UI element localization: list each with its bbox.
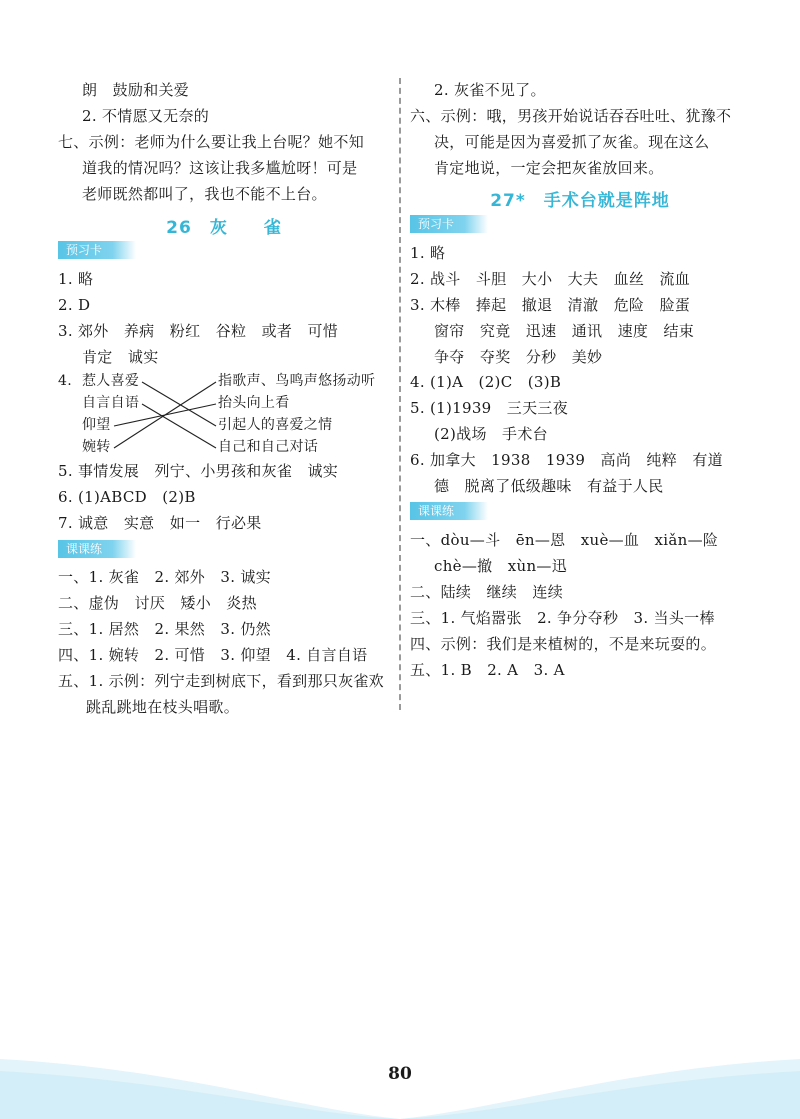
matching-exercise [58,369,398,459]
text-line: 2. 战斗 斗胆 大小 大夫 血丝 流血 [410,270,691,288]
text-line: 5. (1)1939 三天三夜 [410,399,569,417]
match-line [114,382,216,448]
text-line: 肯定地说，一定会把灰雀放回来。 [434,159,664,177]
practice-tag: 课课练 [58,540,136,558]
text-line: 2. 灰雀不见了。 [434,81,546,99]
practice-tag: 课课练 [410,502,488,520]
text-line: 窗帘 究竟 迅速 通讯 速度 结束 [434,322,695,340]
preview-card-tag: 预习卡 [410,215,488,233]
match-right-term: 抬头向上看 [218,395,290,411]
page-number: 80 [388,1064,412,1084]
match-lines [58,369,398,469]
text-line: 争夺 夺奖 分秒 美妙 [434,348,603,366]
text-line: 老师既然都叫了，我也不能不上台。 [82,185,327,203]
text-line: 德 脱离了低级趣味 有益于人民 [434,477,664,495]
text-line: (2)战场 手术台 [434,425,548,443]
text-line: 6. 加拿大 1938 1939 高尚 纯粹 有道 [410,451,723,469]
text-line: 跳乱跳地在枝头唱歌。 [86,698,240,716]
match-left-term: 自言自语 [82,395,140,411]
match-right-term: 引起人的喜爱之情 [218,417,333,433]
text-line: 道我的情况吗？这该让我多尴尬呀！可是 [82,159,358,177]
text-line: chè—撤 xùn—迅 [434,557,568,575]
text-line: 3. 郊外 养病 粉红 谷粒 或者 可惜 [58,322,339,340]
text-line: 一、dòu—斗 ēn—恩 xuè—血 xiǎn—险 [410,531,719,549]
text-line: 肯定 诚实 [82,348,159,366]
text-line: 5. 事情发展 列宁、小男孩和灰雀 诚实 [58,462,339,480]
text-line: 七、示例：老师为什么要让我上台呢？她不知 [58,133,365,151]
text-line: 三、1. 居然 2. 果然 3. 仍然 [58,620,271,638]
text-line: 1. 略 [58,270,94,288]
column-divider [399,78,401,710]
text-line: 五、1. 示例：列宁走到树底下，看到那只灰雀欢 [58,672,384,690]
match-line [142,404,216,448]
match-left-term: 婉转 [82,439,111,455]
text-line: 六、示例：哦，男孩开始说话吞吞吐吐、犹豫不 [410,107,732,125]
text-line: 3. 木棒 捧起 撤退 清澈 危险 脸蛋 [410,296,691,314]
match-left-term: 惹人喜爱 [82,373,140,389]
text-line: 二、陆续 继续 连续 [410,583,564,601]
match-right-term: 自己和自己对话 [218,439,319,455]
match-number: 4. [58,373,72,389]
text-line: 2. D [58,296,91,314]
text-line: 一、1. 灰雀 2. 郊外 3. 诚实 [58,568,271,586]
match-left-term: 仰望 [82,417,111,433]
text-line: 决，可能是因为喜爱抓了灰雀。现在这么 [434,133,710,151]
text-line: 1. 略 [410,244,446,262]
text-line: 四、1. 婉转 2. 可惜 3. 仰望 4. 自言自语 [58,646,368,664]
text-line: 7. 诚意 实意 如一 行必果 [58,514,262,532]
lesson-title: 26 灰 雀 [166,218,282,238]
match-right-term: 指歌声、鸟鸣声悠扬动听 [218,373,376,389]
text-line: 三、1. 气焰嚣张 2. 争分夺秒 3. 当头一棒 [410,609,715,627]
lesson-title: 27* 手术台就是阵地 [490,191,670,211]
text-line: 二、虚伪 讨厌 矮小 炎热 [58,594,257,612]
text-line: 4. (1)A (2)C (3)B [410,373,562,391]
text-line: 朗 鼓励和关爱 [82,81,190,99]
text-line: 四、示例：我们是来植树的，不是来玩耍的。 [410,635,717,653]
text-line: 2. 不情愿又无奈的 [82,107,210,125]
preview-card-tag: 预习卡 [58,241,136,259]
text-line: 6. (1)ABCD (2)B [58,488,196,506]
text-line: 五、1. B 2. A 3. A [410,661,565,679]
